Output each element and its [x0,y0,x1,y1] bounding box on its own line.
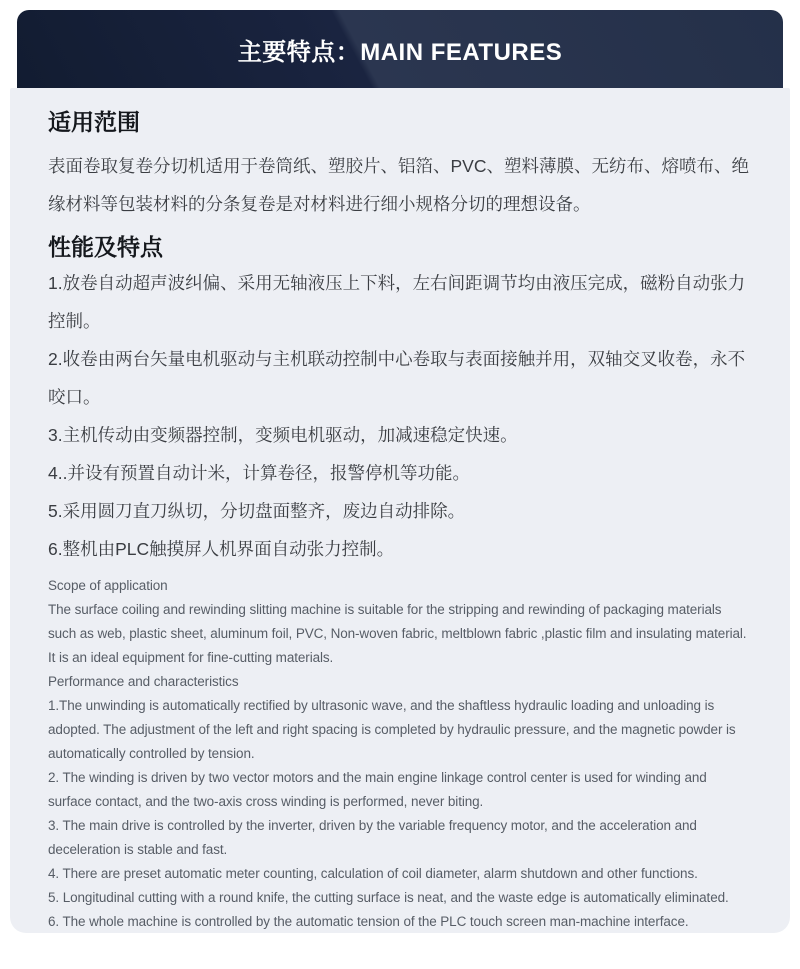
cn-scope-heading: 适用范围 [48,109,140,135]
en-scope-heading: Scope of application [48,578,168,593]
cn-feature-item-3: 3.主机传动由变频器控制，变频电机驱动，加减速稳定快速。 [48,425,518,445]
content-panel [10,88,790,933]
en-feature-item-6: 6. The whole machine is controlled by the automatic tension of the PLC touch screen man-machine interface. [48,914,689,929]
en-scope-paragraph: The surface coiling and rewinding slitting machine is suitable for the stripping and rewinding of packaging materials such as web, plastic sheet, aluminum foil, PVC, Non-woven fabric, meltblown fabric ,plastic film and insulating material. It is an ideal equipment for fine-cutting materials. [48,602,747,665]
en-feature-item-3: 3. The main drive is controlled by the inverter, driven by the variable frequency motor, and the acceleration and deceleration is stable and fast. [48,818,697,857]
en-feature-item-5: 5. Longitudinal cutting with a round knife, the cutting surface is neat, and the waste edge is automatically eliminated. [48,890,729,905]
cn-feature-item-1: 1.放卷自动超声波纠偏、采用无轴液压上下料，左右间距调节均由液压完成，磁粉自动张力控制。 [48,273,746,331]
en-text-block [48,574,752,933]
cn-feature-item-6: 6.整机由PLC触摸屏人机界面自动张力控制。 [48,539,395,559]
en-feature-item-2: 2. The winding is driven by two vector motors and the main engine linkage control center is used for winding and surface contact, and the two-axis cross winding is performed, never biting. [48,770,707,809]
cn-features-list [48,264,752,568]
cn-feature-item-4: 4..并设有预置自动计米，计算卷径，报警停机等功能。 [48,463,470,483]
cn-scope-paragraph: 表面卷取复卷分切机适用于卷筒纸、塑胶片、铝箔、PVC、塑料薄膜、无纺布、熔喷布、绝缘材料等包装材料的分条复卷是对材料进行细小规格分切的理想设备。 [48,156,749,214]
en-feature-item-1: 1.The unwinding is automatically rectified by ultrasonic wave, and the shaftless hydraulic loading and unloading is adopted. The adjustment of the left and right spacing is completed by hydraulic pressure, and the magnetic powder is automatically controlled by tension. [48,698,736,761]
main-features-header-band [17,10,783,88]
page-title: 主要特点：MAIN FEATURES [237,38,563,66]
cn-feature-item-2: 2.收卷由两台矢量电机驱动与主机联动控制中心卷取与表面接触并用，双轴交叉收卷，永不咬口。 [48,349,746,407]
en-features-heading: Performance and characteristics [48,674,239,689]
cn-feature-item-5: 5.采用圆刀直刀纵切，分切盘面整齐，废边自动排除。 [48,501,466,521]
en-feature-item-4: 4. There are preset automatic meter counting, calculation of coil diameter, alarm shutdown and other functions. [48,866,698,881]
cn-features-heading: 性能及特点 [48,234,163,260]
